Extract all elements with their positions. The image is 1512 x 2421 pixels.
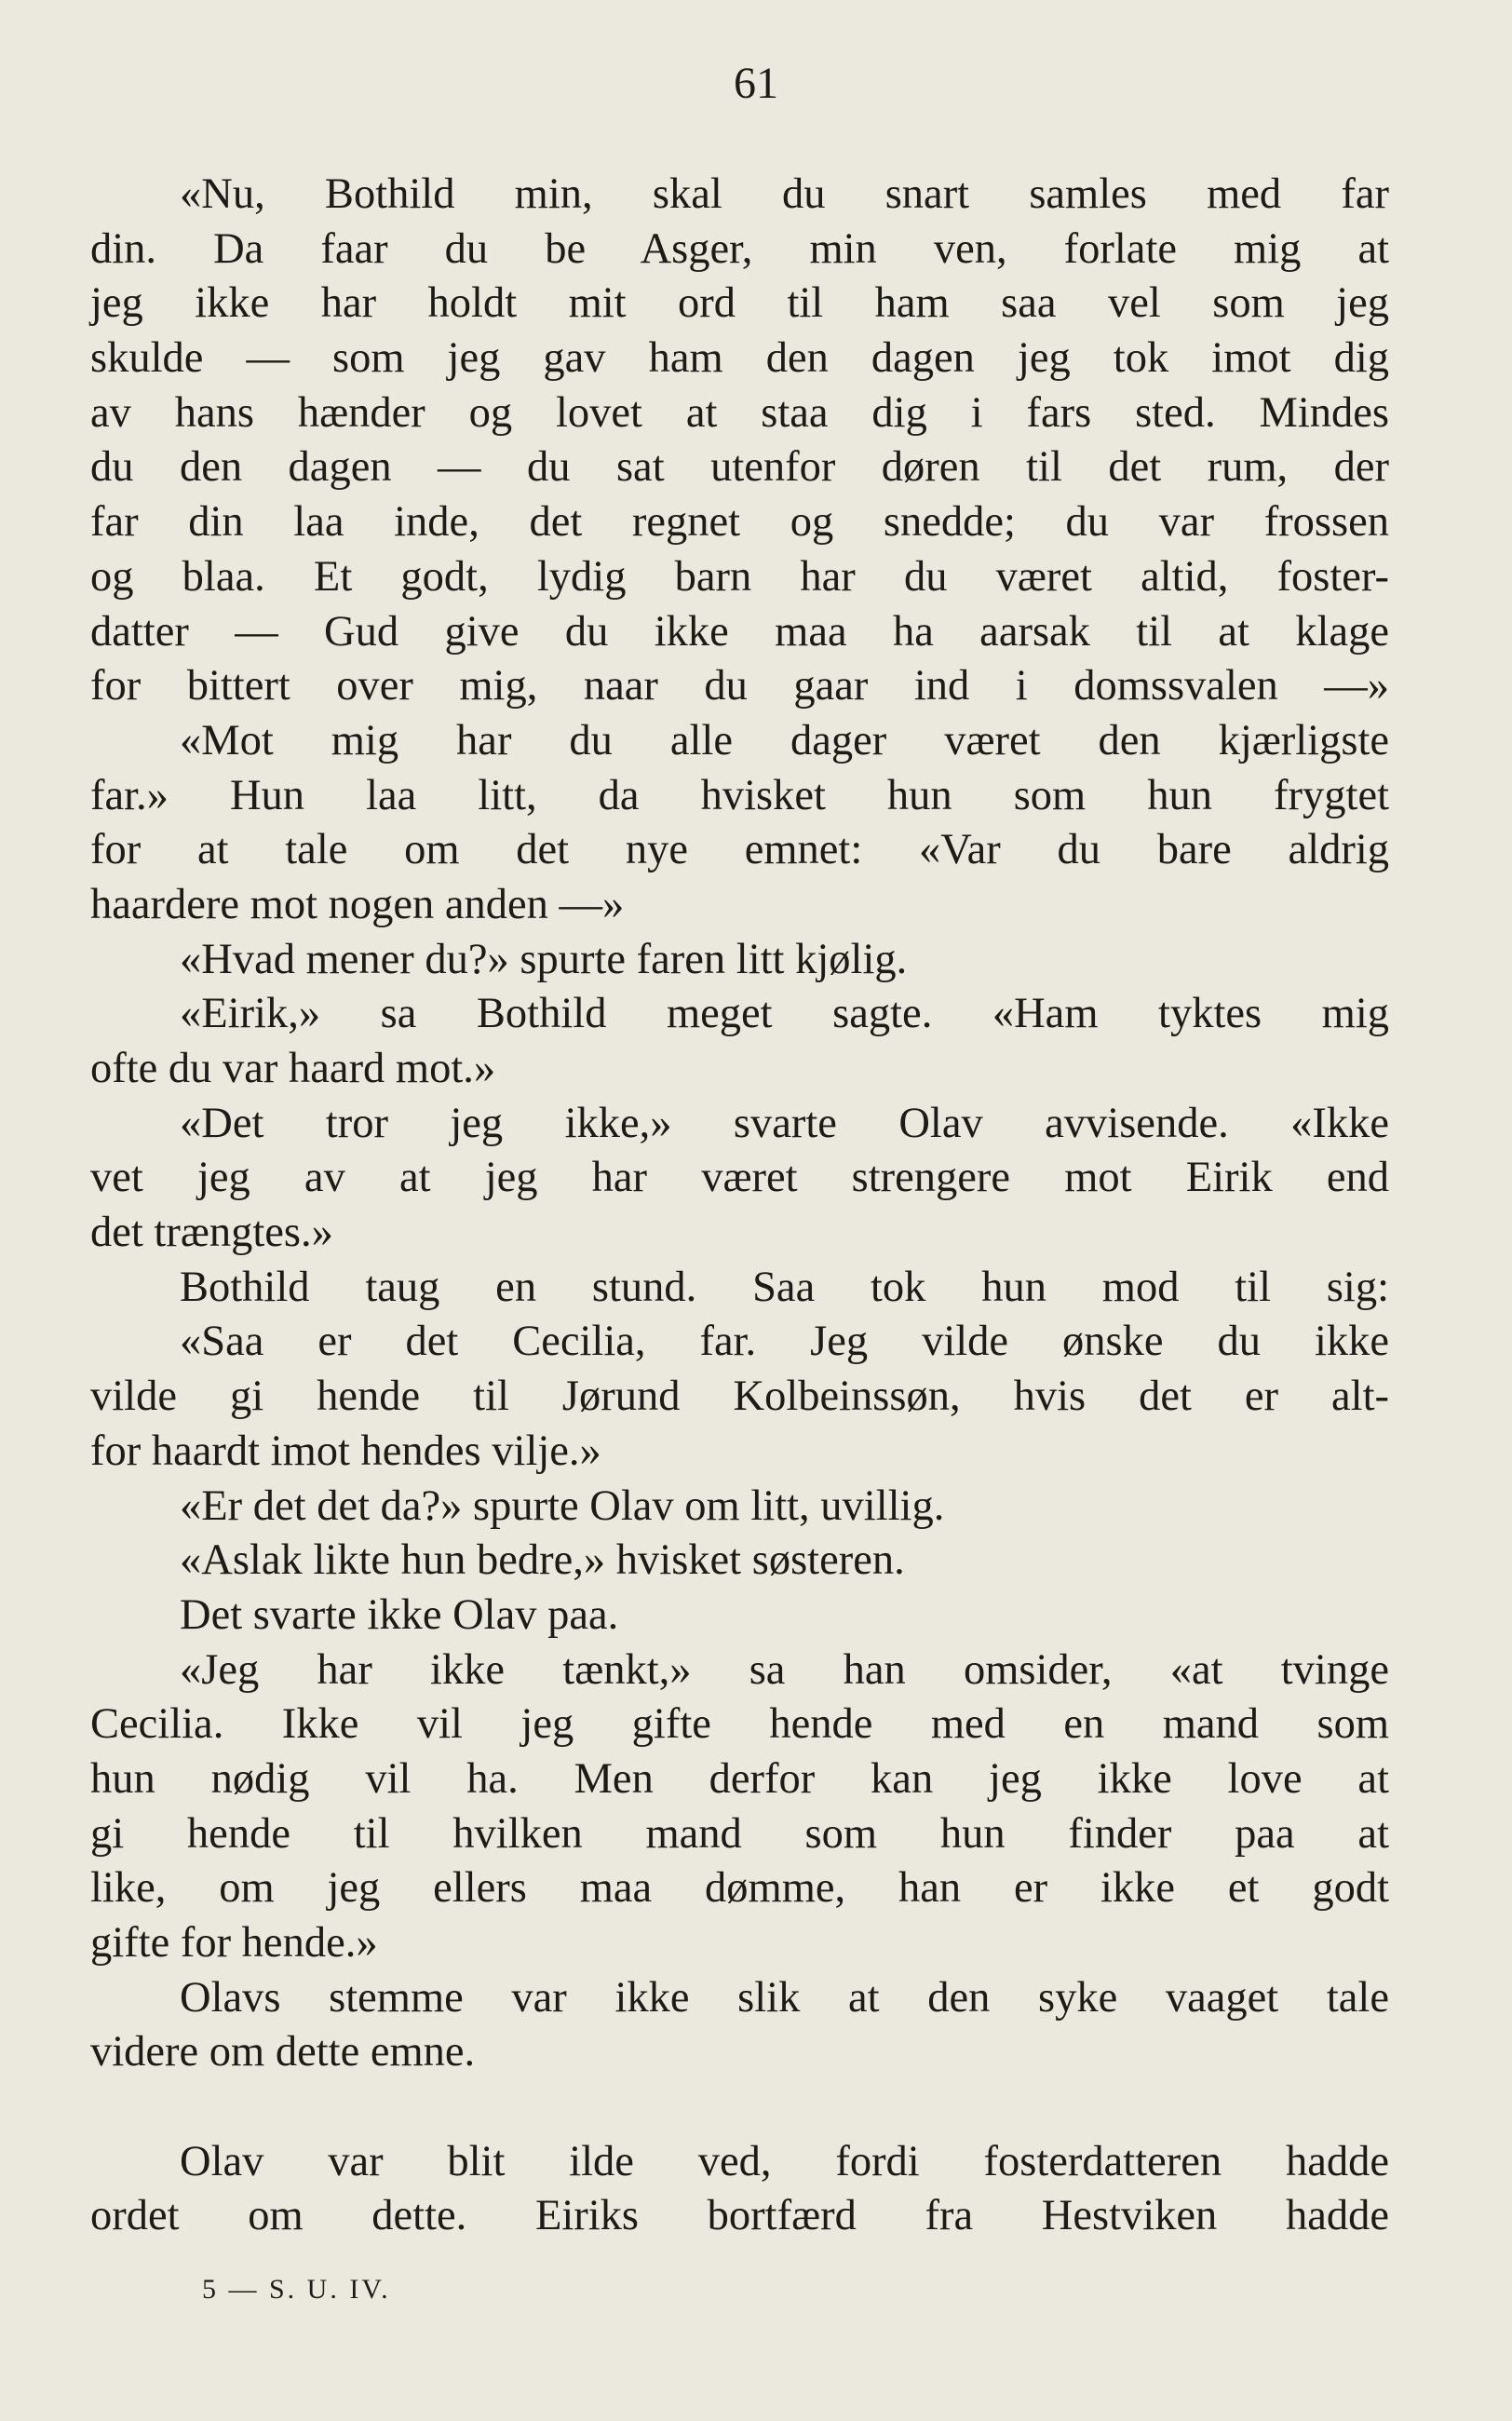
text-line: jeg ikke har holdt mit ord til ham saa vel som jeg: [90, 279, 1389, 328]
text-line: hun nødig vil ha. Men derfor kan jeg ikke love at: [90, 1754, 1389, 1803]
text-line: gi hende til hvilken mand som hun finder paa at: [90, 1809, 1389, 1858]
text-line: videre om dette emne.: [90, 2028, 476, 2076]
text-line: skulde — som jeg gav ham den dagen jeg tok imot dig: [90, 334, 1389, 383]
text-line: «Hvad mener du?» spurte faren litt kjølig.: [180, 935, 908, 983]
body-text: [90, 168, 1389, 2244]
text-line: Olavs stemme var ikke slik at den syke vaaget tale: [180, 1973, 1389, 2022]
text-line: Bothild taug en stund. Saa tok hun mod til sig:: [180, 1263, 1389, 1311]
text-line: like, om jeg ellers maa dømme, han er ikke et godt: [90, 1864, 1389, 1913]
text-line: og blaa. Et godt, lydig barn har du været altid, foster-: [90, 552, 1389, 601]
text-line: av hans hænder og lovet at staa dig i fars sted. Mindes: [90, 388, 1389, 437]
text-line: for bittert over mig, naar du gaar ind i domssvalen —»: [90, 662, 1389, 710]
text-line: ordet om dette. Eiriks bortfærd fra Hestviken hadde: [90, 2192, 1389, 2240]
text-line: vilde gi hende til Jørund Kolbeinssøn, hvis det er alt-: [90, 1373, 1389, 1421]
text-line: «Eirik,» sa Bothild meget sagte. «Ham tyktes mig: [180, 990, 1389, 1038]
paragraph-gap: [90, 2080, 1389, 2135]
text-line: haardere mot nogen anden —»: [90, 880, 625, 928]
text-line: «Mot mig har du alle dager været den kjærligste: [180, 716, 1389, 764]
text-line: vet jeg av at jeg har været strengere mot Eirik end: [90, 1154, 1389, 1202]
text-line: «Er det det da?» spurte Olav om litt, uvillig.: [180, 1481, 945, 1530]
text-line: «Saa er det Cecilia, far. Jeg vilde ønske du ikke: [180, 1318, 1389, 1366]
text-line: du den dagen — du sat utenfor døren til det rum, der: [90, 443, 1389, 492]
text-line: ofte du var haard mot.»: [90, 1045, 496, 1092]
text-line: «Nu, Bothild min, skal du snart samles med far: [180, 170, 1389, 218]
page-number: 61: [734, 59, 778, 108]
signature-mark: 5 — S. U. IV.: [202, 2274, 391, 2305]
text-line: Det svarte ikke Olav paa.: [180, 1590, 619, 1639]
text-line: «Jeg har ikke tænkt,» sa han omsider, «at tvinge: [180, 1645, 1389, 1694]
text-line: for haardt imot hendes vilje.»: [90, 1427, 601, 1475]
text-line: «Det tror jeg ikke,» svarte Olav avvisende. «Ikke: [180, 1099, 1389, 1147]
text-line: far din laa inde, det regnet og snedde; du var frossen: [90, 498, 1389, 547]
text-line: datter — Gud give du ikke maa ha aarsak til at klage: [90, 607, 1389, 656]
text-line: Cecilia. Ikke vil jeg gifte hende med en mand som: [90, 1700, 1389, 1749]
text-line: gifte for hende.»: [90, 1919, 378, 1967]
text-line: «Aslak likte hun bedre,» hvisket søsteren.: [180, 1536, 905, 1585]
text-line: din. Da faar du be Asger, min ven, forlate mig at: [90, 224, 1389, 273]
text-line: for at tale om det nye emnet: «Var du bare aldrig: [90, 826, 1389, 874]
text-line: far.» Hun laa litt, da hvisket hun som hun frygtet: [90, 771, 1389, 819]
text-line: Olav var blit ilde ved, fordi fosterdatteren hadde: [180, 2137, 1389, 2185]
text-line: det trængtes.»: [90, 1209, 333, 1257]
